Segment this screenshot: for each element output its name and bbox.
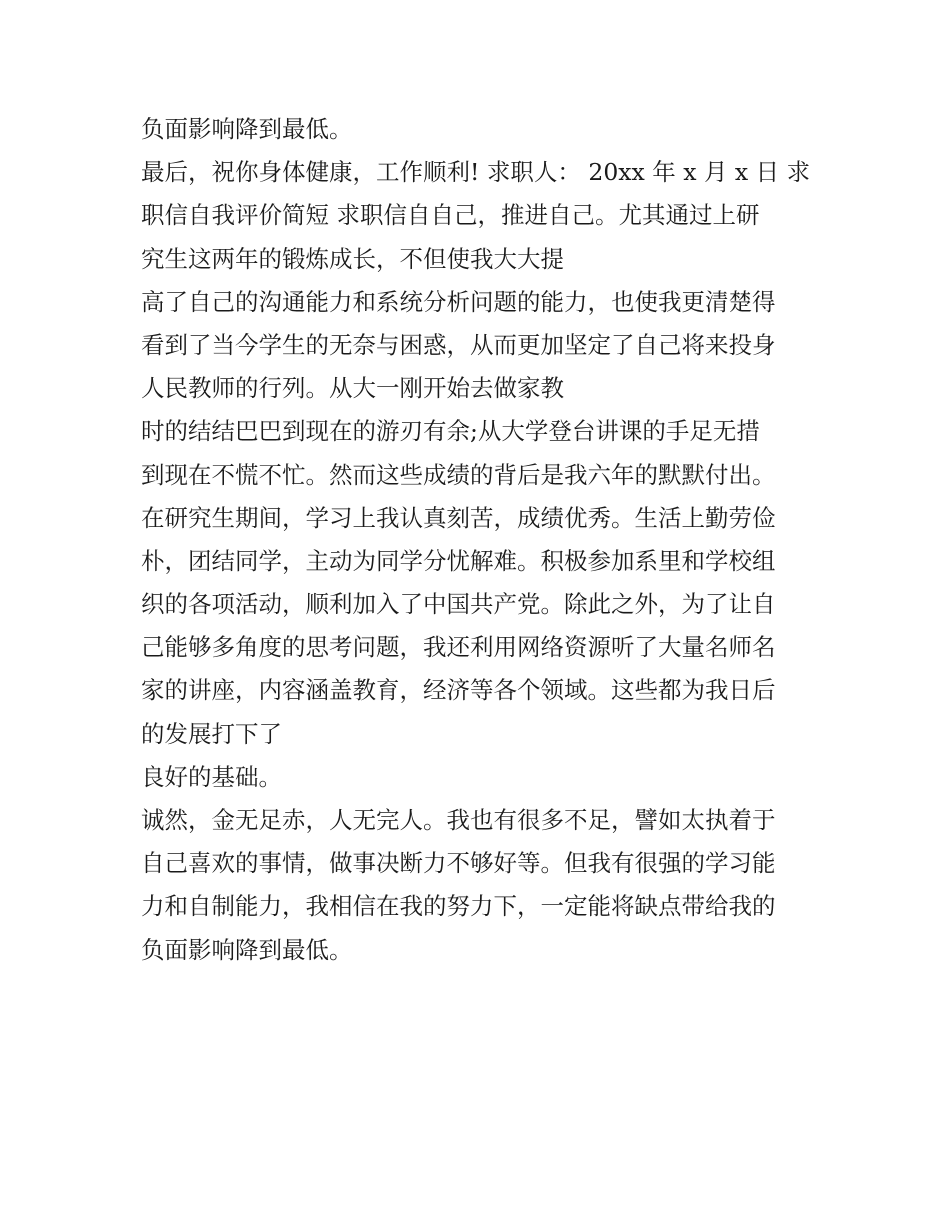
text-line: 在研究生期间，学习上我认真刻苦，成绩优秀。生活上勤劳俭 (141, 503, 776, 532)
text-line: 己能够多角度的思考问题，我还利用网络资源听了大量名师名 (141, 633, 776, 662)
text-line: 诚然，金无足赤，人无完人。我也有很多不足，譬如太执着于 (141, 806, 776, 834)
text-line: 高了自己的沟通能力和系统分析问题的能力，也使我更清楚得 (141, 287, 776, 316)
text-line: 良好的基础。 (141, 762, 282, 791)
text-line: 家的讲座，内容涵盖教育，经济等各个领域。这些都为我日后 (141, 676, 776, 705)
text-line: 负面影响降到最低。 (141, 935, 353, 964)
text-line: 最后，祝你身体健康，工作顺利! 求职人： 20xx 年 x 月 x 日 求 (141, 158, 811, 187)
text-line: 力和自制能力，我相信在我的努力下，一定能将缺点带给我的 (141, 892, 776, 921)
text-line: 负面影响降到最低。 (141, 115, 353, 143)
text-line: 的发展打下了 (141, 719, 282, 748)
text-line: 职信自我评价简短 求职信自自己，推进自己。尤其通过上研 (141, 201, 760, 230)
text-line: 自己喜欢的事情，做事决断力不够好等。但我有很强的学习能 (141, 849, 776, 878)
document-body-text (141, 108, 821, 972)
text-line: 人民教师的行列。从大一刚开始去做家教 (141, 374, 564, 403)
text-line: 究生这两年的锻炼成长，不但使我大大提 (141, 244, 564, 273)
text-line: 织的各项活动，顺利加入了中国共产党。除此之外，为了让自 (141, 590, 776, 619)
text-line: 时的结结巴巴到现在的游刃有余;从大学登台讲课的手足无措 (141, 417, 760, 446)
text-line: 看到了当今学生的无奈与困惑，从而更加坚定了自己将来投身 (141, 330, 776, 359)
text-line: 朴，团结同学，主动为同学分忧解难。积极参加系里和学校组 (141, 546, 776, 575)
text-line: 到现在不慌不忙。然而这些成绩的背后是我六年的默默付出。 (141, 460, 776, 489)
